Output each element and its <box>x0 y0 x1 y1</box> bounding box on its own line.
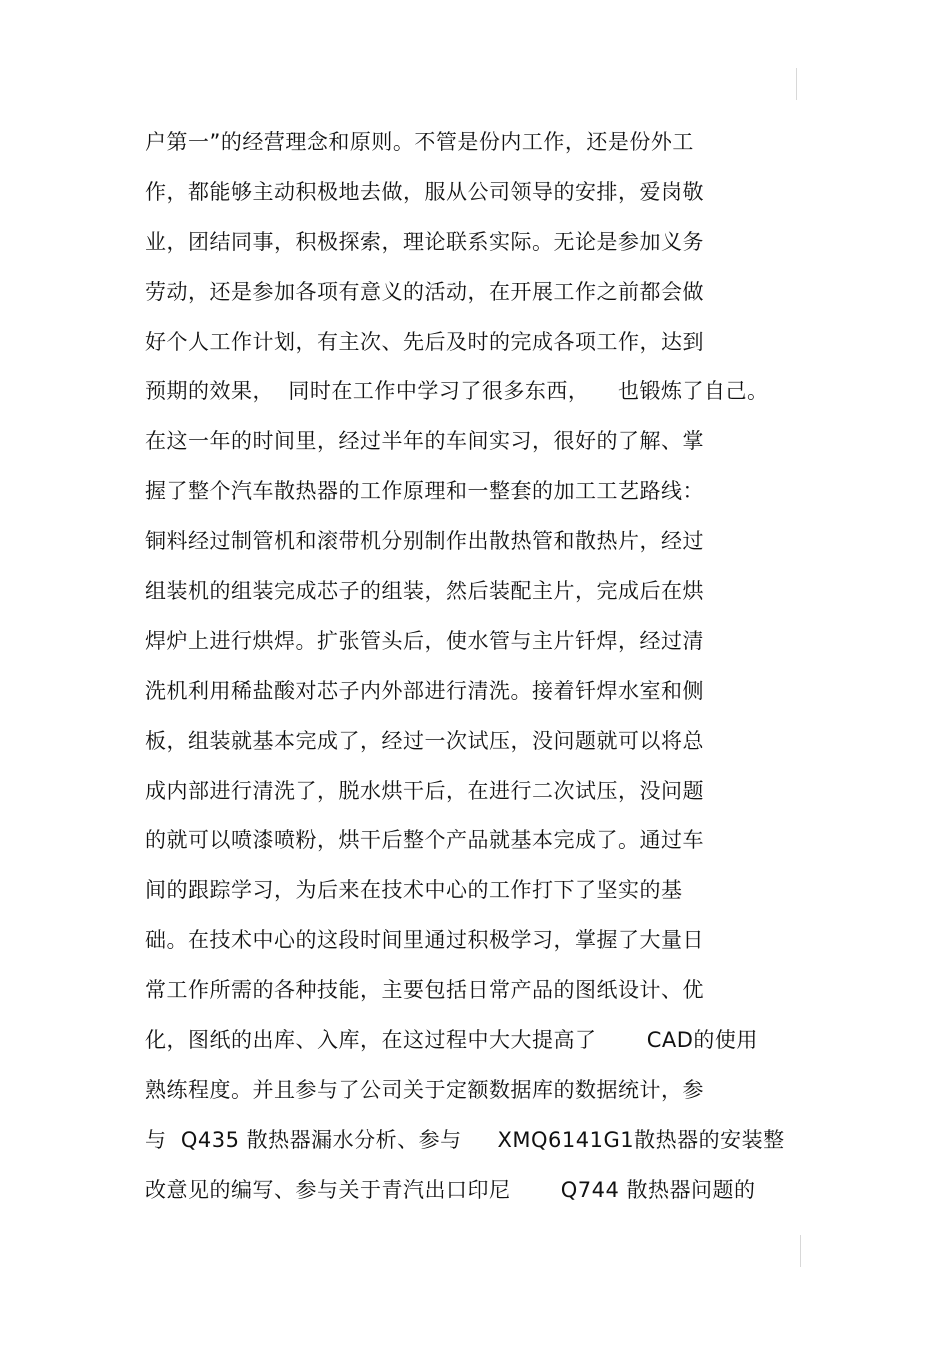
text-line: 焊炉上进行烘焊。扩张管头后，使水管与主片钎焊，经过清 <box>145 628 704 653</box>
text-line: 铜料经过制管机和滚带机分别制作出散热管和散热片，经过 <box>145 529 704 554</box>
text-line: 作，都能够主动积极地去做，服从公司领导的安排，爱岗敬 <box>145 179 704 204</box>
text-line: 好个人工作计划，有主次、先后及时的完成各项工作，达到 <box>145 329 704 354</box>
page-corner-mark-top <box>796 68 797 100</box>
text-line: 改意见的编写、参与关于青汽出口印尼 Q744 散热器问题的 <box>145 1177 756 1202</box>
text-line: 户第一”的经营理念和原则。不管是份内工作，还是份外工 <box>145 130 694 154</box>
text-line: 组装机的组装完成芯子的组装，然后装配主片，完成后在烘 <box>145 579 704 604</box>
text-line: 预期的效果， 同时在工作中学习了很多东西， 也锻炼了自己。 <box>145 379 769 404</box>
page-corner-mark-bottom <box>800 1235 801 1267</box>
text-line: 常工作所需的各种技能，主要包括日常产品的图纸设计、优 <box>145 978 704 1003</box>
text-line: 与 Q435 散热器漏水分析、参与 XMQ6141G1散热器的安装整 <box>145 1127 785 1152</box>
text-line: 熟练程度。并且参与了公司关于定额数据库的数据统计，参 <box>145 1077 704 1102</box>
text-line: 础。在技术中心的这段时间里通过积极学习，掌握了大量日 <box>145 928 704 953</box>
body-text <box>145 118 825 1216</box>
text-line: 劳动，还是参加各项有意义的活动，在开展工作之前都会做 <box>145 279 704 304</box>
text-line: 在这一年的时间里，经过半年的车间实习，很好的了解、掌 <box>145 429 704 454</box>
text-line: 的就可以喷漆喷粉，烘干后整个产品就基本完成了。通过车 <box>145 828 704 853</box>
text-line: 成内部进行清洗了，脱水烘干后，在进行二次试压，没问题 <box>145 778 704 803</box>
text-line: 洗机利用稀盐酸对芯子内外部进行清洗。接着钎焊水室和侧 <box>145 678 704 703</box>
text-line: 化，图纸的出库、入库，在这过程中大大提高了 CAD的使用 <box>145 1028 758 1053</box>
text-line: 业，团结同事，积极探索，理论联系实际。无论是参加义务 <box>145 229 704 254</box>
text-line: 板，组装就基本完成了，经过一次试压，没问题就可以将总 <box>145 728 704 753</box>
text-line: 间的跟踪学习，为后来在技术中心的工作打下了坚实的基 <box>145 878 683 903</box>
text-line: 握了整个汽车散热器的工作原理和一整套的加工工艺路线： <box>145 479 704 504</box>
